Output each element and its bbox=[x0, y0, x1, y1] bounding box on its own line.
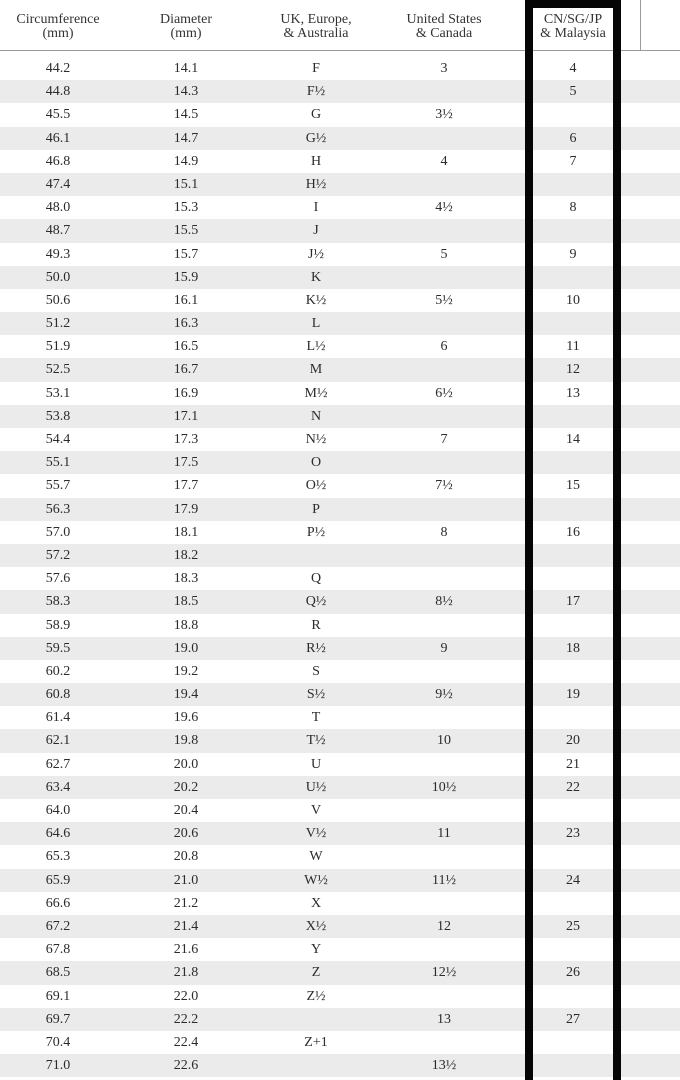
table-row bbox=[0, 637, 680, 660]
cell-diameter: 19.6 bbox=[173, 710, 199, 726]
cell-us: 6 bbox=[440, 339, 448, 355]
table-row bbox=[0, 683, 680, 706]
cell-diameter: 19.0 bbox=[173, 640, 199, 656]
cell-asia: 25 bbox=[566, 918, 580, 934]
cell-uk: S½ bbox=[306, 687, 326, 703]
cell-uk: G½ bbox=[305, 130, 327, 146]
cell-uk: O bbox=[310, 455, 322, 471]
cell-asia: 16 bbox=[566, 524, 580, 540]
table-row bbox=[0, 358, 680, 381]
cell-uk: Q½ bbox=[305, 594, 327, 610]
table-row bbox=[0, 869, 680, 892]
cell-us: 9½ bbox=[435, 687, 453, 703]
cell-diameter: 18.3 bbox=[173, 571, 199, 587]
cell-us: 13½ bbox=[431, 1058, 457, 1074]
cell-diameter: 14.5 bbox=[173, 107, 199, 123]
table-row bbox=[0, 706, 680, 729]
cell-us: 7½ bbox=[435, 478, 453, 494]
table-row bbox=[0, 1054, 680, 1077]
cell-diameter: 20.6 bbox=[173, 826, 199, 842]
cell-uk: T½ bbox=[306, 733, 326, 749]
cell-uk: G bbox=[310, 107, 322, 123]
header-diameter bbox=[140, 13, 232, 41]
table-row bbox=[0, 614, 680, 637]
table-row bbox=[0, 127, 680, 150]
cell-circumference: 50.6 bbox=[45, 292, 71, 308]
cell-us: 4½ bbox=[435, 200, 453, 216]
cell-diameter: 18.1 bbox=[173, 524, 199, 540]
cell-asia: 18 bbox=[566, 640, 580, 656]
cell-diameter: 17.7 bbox=[173, 478, 199, 494]
table-row bbox=[0, 243, 680, 266]
table-row bbox=[0, 776, 680, 799]
table-row bbox=[0, 544, 680, 567]
cell-diameter: 14.1 bbox=[173, 61, 199, 76]
header-uk-line1: UK, Europe, bbox=[280, 12, 352, 27]
cell-us: 12 bbox=[437, 918, 451, 934]
table-row bbox=[0, 660, 680, 683]
cell-circumference: 69.1 bbox=[45, 988, 71, 1004]
cell-uk: L½ bbox=[306, 339, 326, 355]
cell-uk: T bbox=[311, 710, 321, 726]
cell-circumference: 44.2 bbox=[45, 61, 71, 76]
cell-us: 5½ bbox=[435, 292, 453, 308]
cell-diameter: 15.5 bbox=[173, 223, 199, 239]
cell-uk: V½ bbox=[305, 826, 327, 842]
cell-circumference: 58.9 bbox=[45, 617, 71, 633]
table-row bbox=[0, 312, 680, 335]
cell-circumference: 59.5 bbox=[45, 640, 71, 656]
table-row bbox=[0, 915, 680, 938]
cell-circumference: 68.5 bbox=[45, 965, 71, 981]
cell-us: 11½ bbox=[432, 872, 456, 888]
cell-circumference: 64.0 bbox=[45, 803, 71, 818]
cell-uk: P½ bbox=[306, 524, 326, 540]
cell-diameter: 17.5 bbox=[173, 455, 199, 471]
cell-uk: P bbox=[312, 501, 320, 517]
cell-uk: O½ bbox=[305, 478, 327, 494]
cell-asia: 21 bbox=[566, 756, 580, 772]
cell-uk: Z½ bbox=[306, 988, 326, 1004]
cell-uk: S bbox=[312, 663, 320, 679]
cell-circumference: 51.2 bbox=[45, 316, 71, 332]
cell-circumference: 64.6 bbox=[45, 826, 71, 842]
cell-diameter: 20.8 bbox=[173, 849, 199, 865]
cell-uk: W bbox=[309, 849, 323, 865]
cell-uk: Z bbox=[311, 965, 321, 981]
cell-diameter: 21.4 bbox=[173, 918, 199, 934]
table-row bbox=[0, 266, 680, 289]
cell-asia: 7 bbox=[569, 153, 577, 169]
cell-circumference: 49.3 bbox=[45, 246, 71, 262]
cell-circumference: 44.8 bbox=[45, 84, 71, 100]
cell-uk: H bbox=[310, 153, 322, 169]
cell-uk: V bbox=[310, 803, 322, 818]
cell-diameter: 16.5 bbox=[173, 339, 199, 355]
cell-us: 4 bbox=[440, 153, 448, 169]
cell-diameter: 21.8 bbox=[173, 965, 199, 981]
cell-uk: U½ bbox=[305, 779, 327, 795]
header-diameter-line1: Diameter bbox=[159, 12, 213, 27]
table-row bbox=[0, 405, 680, 428]
cell-asia: 5 bbox=[569, 84, 577, 100]
cell-circumference: 50.0 bbox=[45, 269, 71, 285]
table-row bbox=[0, 289, 680, 312]
cell-us: 6½ bbox=[435, 385, 453, 401]
cell-us: 7 bbox=[440, 432, 448, 447]
cell-uk: X bbox=[310, 895, 322, 911]
cell-asia: 9 bbox=[569, 246, 577, 262]
cell-asia: 13 bbox=[566, 385, 580, 401]
cell-diameter: 19.2 bbox=[173, 663, 199, 679]
cell-uk: X½ bbox=[305, 918, 327, 934]
cell-asia: 27 bbox=[566, 1011, 580, 1027]
table-row bbox=[0, 173, 680, 196]
cell-uk: N½ bbox=[305, 432, 327, 447]
cell-uk: Y bbox=[310, 942, 322, 958]
cell-uk: K½ bbox=[305, 292, 327, 308]
table-row bbox=[0, 80, 680, 103]
cell-diameter: 19.8 bbox=[173, 733, 199, 749]
table-row bbox=[0, 799, 680, 822]
cell-diameter: 16.9 bbox=[173, 385, 199, 401]
table-row bbox=[0, 590, 680, 613]
cell-diameter: 15.1 bbox=[173, 176, 199, 192]
table-row bbox=[0, 382, 680, 405]
cell-asia: 17 bbox=[566, 594, 580, 610]
table-row bbox=[0, 1031, 680, 1054]
table-body bbox=[0, 57, 680, 1077]
cell-circumference: 57.6 bbox=[45, 571, 71, 587]
table-row bbox=[0, 335, 680, 358]
table-row bbox=[0, 451, 680, 474]
cell-circumference: 70.4 bbox=[45, 1034, 71, 1050]
cell-diameter: 21.6 bbox=[173, 942, 199, 958]
cell-diameter: 16.7 bbox=[173, 362, 199, 378]
cell-asia: 20 bbox=[566, 733, 580, 749]
table-row bbox=[0, 219, 680, 242]
cell-circumference: 53.8 bbox=[45, 408, 71, 424]
cell-uk: Z+1 bbox=[304, 1034, 328, 1050]
cell-asia: 8 bbox=[569, 200, 577, 216]
cell-circumference: 57.0 bbox=[45, 524, 71, 540]
cell-asia: 4 bbox=[569, 61, 577, 76]
cell-asia: 11 bbox=[566, 339, 580, 355]
cell-asia: 15 bbox=[566, 478, 580, 494]
cell-us: 9 bbox=[440, 640, 448, 656]
cell-circumference: 47.4 bbox=[45, 176, 71, 192]
cell-uk: R bbox=[311, 617, 321, 633]
cell-asia: 22 bbox=[566, 779, 580, 795]
cell-circumference: 62.1 bbox=[45, 733, 71, 749]
cell-us: 8½ bbox=[435, 594, 453, 610]
cell-uk: Q bbox=[310, 571, 322, 587]
cell-circumference: 55.1 bbox=[45, 455, 71, 471]
cell-us: 5 bbox=[440, 246, 448, 262]
cell-circumference: 65.9 bbox=[45, 872, 71, 888]
cell-asia: 19 bbox=[566, 687, 580, 703]
cell-circumference: 58.3 bbox=[45, 594, 71, 610]
cell-diameter: 15.7 bbox=[173, 246, 199, 262]
cell-circumference: 63.4 bbox=[45, 779, 71, 795]
cell-uk: N bbox=[310, 408, 322, 424]
header-divider bbox=[640, 0, 641, 50]
header-circumference-line2: (mm) bbox=[42, 26, 74, 41]
cell-diameter: 14.3 bbox=[173, 84, 199, 100]
table-row bbox=[0, 985, 680, 1008]
header-us-line2: & Canada bbox=[415, 26, 473, 41]
header-uk-line2: & Australia bbox=[283, 26, 349, 41]
cell-diameter: 18.2 bbox=[173, 547, 199, 563]
cell-uk: L bbox=[311, 316, 321, 332]
cell-diameter: 20.0 bbox=[173, 756, 199, 772]
cell-circumference: 67.2 bbox=[45, 918, 71, 934]
header-us bbox=[384, 13, 504, 41]
header-asia-line2: & Malaysia bbox=[540, 26, 606, 41]
cell-asia: 24 bbox=[566, 872, 580, 888]
cell-diameter: 19.4 bbox=[173, 687, 199, 703]
cell-diameter: 22.2 bbox=[173, 1011, 199, 1027]
table-row bbox=[0, 567, 680, 590]
cell-circumference: 46.8 bbox=[45, 153, 71, 169]
cell-diameter: 17.3 bbox=[173, 432, 199, 447]
cell-us: 12½ bbox=[431, 965, 457, 981]
cell-us: 13 bbox=[437, 1011, 451, 1027]
cell-uk: J bbox=[313, 223, 319, 239]
cell-diameter: 18.8 bbox=[173, 617, 199, 633]
cell-circumference: 60.2 bbox=[45, 663, 71, 679]
cell-circumference: 65.3 bbox=[45, 849, 71, 865]
cell-asia: 26 bbox=[566, 965, 580, 981]
cell-asia: 6 bbox=[569, 130, 577, 146]
cell-circumference: 45.5 bbox=[45, 107, 71, 123]
cell-diameter: 22.4 bbox=[173, 1034, 199, 1050]
header-asia bbox=[533, 13, 613, 41]
table-row bbox=[0, 521, 680, 544]
cell-uk: K bbox=[310, 269, 322, 285]
cell-circumference: 67.8 bbox=[45, 942, 71, 958]
cell-circumference: 48.0 bbox=[45, 200, 71, 216]
cell-asia: 23 bbox=[566, 826, 580, 842]
table-header bbox=[0, 0, 680, 51]
table-row bbox=[0, 845, 680, 868]
cell-circumference: 55.7 bbox=[45, 478, 71, 494]
header-asia-line1: CN/SG/JP bbox=[543, 12, 603, 27]
cell-diameter: 21.2 bbox=[173, 895, 199, 911]
table-row bbox=[0, 474, 680, 497]
cell-circumference: 48.7 bbox=[45, 223, 71, 239]
cell-circumference: 51.9 bbox=[45, 339, 71, 355]
cell-diameter: 22.0 bbox=[173, 988, 199, 1004]
cell-circumference: 56.3 bbox=[45, 501, 71, 517]
cell-uk: F bbox=[312, 61, 320, 76]
cell-diameter: 14.9 bbox=[173, 153, 199, 169]
table-row bbox=[0, 196, 680, 219]
cell-diameter: 20.4 bbox=[173, 803, 199, 818]
cell-asia: 14 bbox=[566, 432, 580, 447]
table-row bbox=[0, 961, 680, 984]
table-row bbox=[0, 428, 680, 451]
header-circumference-line1: Circumference bbox=[16, 12, 100, 27]
header-uk bbox=[256, 13, 376, 41]
table-row bbox=[0, 729, 680, 752]
cell-circumference: 54.4 bbox=[45, 432, 71, 447]
cell-diameter: 16.1 bbox=[173, 292, 199, 308]
cell-diameter: 21.0 bbox=[173, 872, 199, 888]
cell-circumference: 61.4 bbox=[45, 710, 71, 726]
cell-uk: H½ bbox=[305, 176, 327, 192]
table-row bbox=[0, 57, 680, 80]
table-row bbox=[0, 150, 680, 173]
cell-diameter: 22.6 bbox=[173, 1058, 199, 1074]
cell-uk: F½ bbox=[306, 84, 326, 100]
cell-us: 10 bbox=[437, 733, 451, 749]
cell-circumference: 69.7 bbox=[45, 1011, 71, 1027]
cell-diameter: 14.7 bbox=[173, 130, 199, 146]
table-row bbox=[0, 938, 680, 961]
header-us-line1: United States bbox=[406, 12, 482, 27]
cell-circumference: 60.8 bbox=[45, 687, 71, 703]
cell-circumference: 62.7 bbox=[45, 756, 71, 772]
cell-circumference: 71.0 bbox=[45, 1058, 71, 1074]
cell-us: 3½ bbox=[435, 107, 453, 123]
table-row bbox=[0, 753, 680, 776]
cell-us: 3 bbox=[440, 61, 448, 76]
cell-uk: J½ bbox=[308, 246, 324, 262]
cell-circumference: 66.6 bbox=[45, 895, 71, 911]
cell-uk: M bbox=[309, 362, 323, 378]
cell-diameter: 15.3 bbox=[173, 200, 199, 216]
cell-asia: 10 bbox=[566, 292, 580, 308]
cell-diameter: 20.2 bbox=[173, 779, 199, 795]
cell-circumference: 57.2 bbox=[45, 547, 71, 563]
header-diameter-line2: (mm) bbox=[170, 26, 202, 41]
cell-diameter: 18.5 bbox=[173, 594, 199, 610]
cell-us: 11 bbox=[437, 826, 451, 842]
cell-diameter: 15.9 bbox=[173, 269, 199, 285]
cell-uk: M½ bbox=[304, 385, 328, 401]
cell-circumference: 46.1 bbox=[45, 130, 71, 146]
table-row bbox=[0, 498, 680, 521]
cell-us: 10½ bbox=[431, 779, 457, 795]
cell-diameter: 17.9 bbox=[173, 501, 199, 517]
cell-diameter: 17.1 bbox=[173, 408, 199, 424]
cell-uk: W½ bbox=[304, 872, 328, 888]
cell-uk: R½ bbox=[306, 640, 326, 656]
cell-circumference: 53.1 bbox=[45, 385, 71, 401]
cell-uk: U bbox=[310, 756, 322, 772]
cell-us: 8 bbox=[440, 524, 448, 540]
table-row bbox=[0, 892, 680, 915]
cell-circumference: 52.5 bbox=[45, 362, 71, 378]
table-row bbox=[0, 103, 680, 126]
header-circumference bbox=[0, 13, 116, 41]
table-row bbox=[0, 822, 680, 845]
table-row bbox=[0, 1008, 680, 1031]
cell-uk: I bbox=[313, 200, 319, 216]
cell-diameter: 16.3 bbox=[173, 316, 199, 332]
cell-asia: 12 bbox=[566, 362, 580, 378]
